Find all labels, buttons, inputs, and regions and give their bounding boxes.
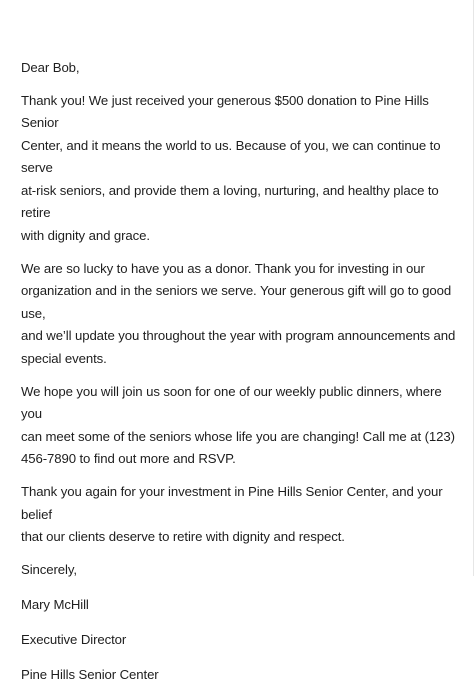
signature-block [21, 559, 461, 687]
salutation: Dear Bob, [21, 60, 80, 75]
paragraph-invitation: We hope you will join us soon for one of our weekly public dinners, where you can meet some of the seniors whose life you are changing! Call me at (123) 456-7890 to find out more and RSVP. [21, 383, 455, 466]
paragraph-closing-thanks: Thank you again for your investment in Pine Hills Senior Center, and your belief that our clients deserve to retire with dignity and respect. [21, 484, 443, 544]
closing-line: Sincerely, [21, 562, 77, 577]
signer-name: Mary McHill [21, 597, 89, 612]
organization-name: Pine Hills Senior Center [21, 667, 159, 682]
paragraph-thanks: Thank you! We just received your generous $500 donation to Pine Hills Senior Center, and it means the world to us. Because of you, we can continue to serve at-risk seniors, and provide them a loving, nurturing, and healthy place to retire with dignity and grace. [21, 92, 441, 243]
paragraph-donor: We are so lucky to have you as a donor. Thank you for investing in our organization and in the seniors we serve. Your generous gift will go to good use, and we’ll update you throughout the year with program announcements and special events. [21, 260, 456, 366]
letter-body [21, 57, 461, 699]
signer-title: Executive Director [21, 632, 127, 647]
